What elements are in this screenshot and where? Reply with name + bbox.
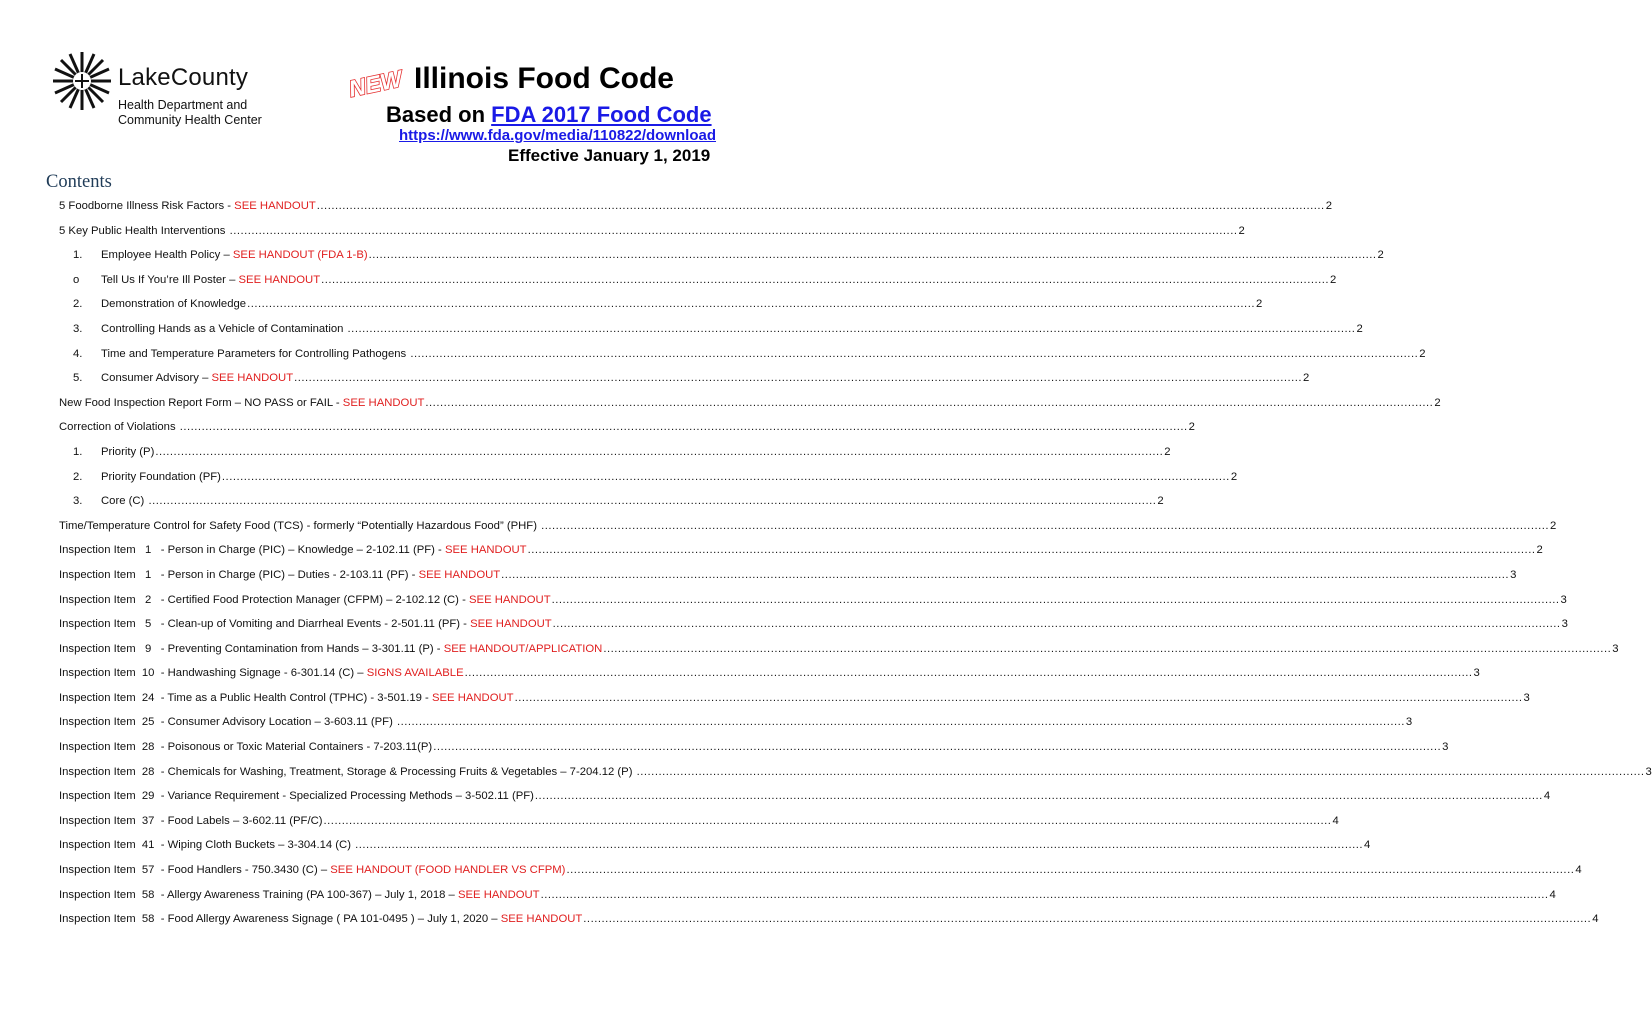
toc-entry[interactable] bbox=[59, 514, 1557, 539]
toc-page-number: 4 bbox=[1592, 913, 1599, 926]
toc-entry[interactable] bbox=[59, 735, 1449, 760]
toc-entry-number: 3. bbox=[73, 495, 83, 508]
toc-entry-text: Time and Temperature Parameters for Controlling Pathogens bbox=[101, 347, 410, 360]
toc-entry[interactable] bbox=[59, 809, 1339, 834]
toc-entry[interactable] bbox=[59, 661, 1480, 686]
toc-entry-title bbox=[59, 858, 565, 883]
toc-entry-text: Inspection Item 1 - Person in Charge (PIC) – Duties - 2-103.11 (PF) - bbox=[59, 568, 419, 581]
toc-entry-text: Inspection Item 9 - Preventing Contamination from Hands – 3-301.11 (P) - bbox=[59, 642, 444, 655]
toc-dot-leader bbox=[541, 514, 1549, 539]
logo-subtitle-line2: Community Health Center bbox=[118, 113, 262, 127]
new-badge bbox=[342, 64, 414, 102]
toc-entry-text: Consumer Advisory – bbox=[101, 372, 212, 385]
toc-entry-number: 3. bbox=[73, 322, 83, 335]
toc-page-number: 3 bbox=[1442, 741, 1449, 754]
toc-entry-note: SIGNS AVAILABLE bbox=[366, 667, 464, 680]
toc-entry-title bbox=[59, 391, 424, 416]
toc-entry[interactable] bbox=[59, 858, 1582, 883]
toc-dot-leader bbox=[410, 342, 1418, 367]
toc-page-number: 4 bbox=[1332, 814, 1339, 827]
toc-entry-title bbox=[59, 784, 534, 809]
toc-dot-leader bbox=[397, 710, 1405, 735]
toc-page-number: 3 bbox=[1645, 765, 1652, 778]
document-title: Illinois Food Code bbox=[414, 62, 674, 95]
toc-entry[interactable] bbox=[59, 563, 1517, 588]
lake-county-sunburst-icon bbox=[52, 50, 112, 112]
toc-dot-leader bbox=[535, 784, 1543, 809]
toc-entry-text: Inspection Item 58 - Allergy Awareness Training (PA 100-367) – July 1, 2018 – bbox=[59, 888, 458, 901]
toc-page-number: 2 bbox=[1255, 298, 1263, 311]
toc-entry-title bbox=[73, 342, 409, 367]
toc-page-number: 2 bbox=[1536, 544, 1543, 557]
toc-entry-text: Inspection Item 2 - Certified Food Protection Manager (CFPM) – 2-102.12 (C) - bbox=[59, 593, 469, 606]
toc-page-number: 2 bbox=[1330, 273, 1337, 286]
logo-subtitle-line1: Health Department and bbox=[118, 98, 248, 112]
toc-entry-number: 4. bbox=[73, 347, 83, 360]
toc-entry[interactable] bbox=[59, 292, 1263, 317]
toc-entry[interactable] bbox=[59, 243, 1384, 268]
toc-entry-text: Inspection Item 5 - Clean-up of Vomiting and Diarrheal Events - 2-501.11 (PF) - bbox=[59, 618, 471, 631]
toc-page-number: 2 bbox=[1230, 470, 1238, 483]
toc-entry-note: SEE HANDOUT (FOOD HANDLER VS CFPM) bbox=[330, 864, 566, 877]
toc-entry[interactable] bbox=[59, 342, 1426, 367]
toc-dot-leader bbox=[528, 538, 1536, 563]
toc-entry-text: Tell Us If You’re Ill Poster – bbox=[101, 273, 239, 286]
toc-entry[interactable] bbox=[59, 760, 1652, 785]
toc-entry-number: 2. bbox=[73, 298, 83, 311]
toc-dot-leader bbox=[425, 391, 1433, 416]
toc-dot-leader bbox=[294, 366, 1302, 391]
toc-entry-text: Correction of Violations bbox=[59, 421, 179, 434]
toc-page-number: 4 bbox=[1549, 888, 1556, 901]
toc-entry-title bbox=[73, 317, 347, 342]
lake-county-logo bbox=[52, 50, 282, 132]
contents-heading: Contents bbox=[46, 172, 112, 192]
toc-entry-text: New Food Inspection Report Form – NO PASS or FAIL - bbox=[59, 396, 343, 409]
toc-entry[interactable] bbox=[59, 538, 1543, 563]
toc-dot-leader bbox=[180, 415, 1188, 440]
toc-entry-text: 5 Foodborne Illness Risk Factors - bbox=[59, 200, 235, 212]
toc-dot-leader bbox=[541, 883, 1549, 908]
logo-name: LakeCounty bbox=[118, 64, 249, 91]
toc-entry-title bbox=[59, 563, 500, 588]
toc-entry-text: Priority (P) bbox=[101, 445, 155, 458]
toc-entry-title bbox=[59, 735, 432, 760]
toc-entry-note: SEE HANDOUT/APPLICATION bbox=[443, 642, 603, 655]
toc-entry-text: Inspection Item 28 - Poisonous or Toxic Material Containers - 7-203.11(P) bbox=[59, 741, 433, 754]
toc-entry-text: Inspection Item 1 - Person in Charge (PIC) – Knowledge – 2-102.11 (PF) - bbox=[59, 544, 445, 557]
toc-entry-title bbox=[73, 366, 293, 391]
toc-dot-leader bbox=[247, 292, 1255, 317]
toc-entry-number: 1. bbox=[73, 249, 83, 262]
toc-dot-leader bbox=[348, 317, 1356, 342]
toc-entry-title bbox=[59, 415, 179, 440]
toc-entry[interactable] bbox=[59, 588, 1567, 613]
toc-entry-text: Inspection Item 29 - Variance Requirement - Specialized Processing Methods – 3-502.11 (PF) bbox=[59, 790, 534, 803]
toc-entry-title bbox=[73, 292, 246, 317]
toc-entry-title bbox=[59, 661, 464, 686]
toc-entry-note: SEE HANDOUT bbox=[342, 396, 425, 409]
toc-page-number: 4 bbox=[1543, 790, 1551, 803]
toc-entry-title bbox=[59, 833, 354, 858]
toc-entry-title bbox=[59, 686, 514, 711]
toc-entry-text: Inspection Item 41 - Wiping Cloth Buckets – 3-304.14 (C) bbox=[59, 839, 355, 852]
toc-entry-text: 5 Key Public Health Interventions bbox=[59, 224, 229, 237]
toc-page-number: 4 bbox=[1364, 839, 1371, 852]
toc-dot-leader bbox=[355, 833, 1363, 858]
toc-entry-note: SEE HANDOUT bbox=[234, 200, 316, 212]
toc-entry[interactable] bbox=[59, 612, 1568, 637]
toc-entry-note: SEE HANDOUT bbox=[469, 593, 551, 606]
toc-entry[interactable] bbox=[59, 686, 1530, 711]
toc-entry[interactable] bbox=[59, 391, 1441, 416]
toc-dot-leader bbox=[501, 563, 1509, 588]
toc-entry[interactable] bbox=[59, 833, 1371, 858]
toc-dot-leader bbox=[515, 686, 1523, 711]
toc-entry[interactable] bbox=[59, 489, 1164, 514]
toc-page-number: 3 bbox=[1523, 691, 1530, 704]
toc-page-number: 2 bbox=[1157, 495, 1164, 508]
toc-dot-leader bbox=[465, 661, 1473, 686]
toc-entry-note: SEE HANDOUT (FDA 1-B) bbox=[232, 249, 368, 262]
toc-dot-leader bbox=[369, 243, 1377, 268]
toc-entry-note: SEE HANDOUT bbox=[500, 913, 583, 926]
toc-entry-title bbox=[59, 588, 551, 613]
toc-entry-note: SEE HANDOUT bbox=[470, 618, 552, 631]
toc-entry-note: SEE HANDOUT bbox=[238, 273, 321, 286]
toc-entry[interactable] bbox=[59, 415, 1195, 440]
toc-entry-title bbox=[59, 907, 582, 932]
toc-entry[interactable] bbox=[59, 440, 1171, 465]
toc-entry-note: SEE HANDOUT bbox=[444, 544, 527, 557]
toc-dot-leader bbox=[222, 465, 1230, 490]
toc-entry-note: SEE HANDOUT bbox=[457, 888, 540, 901]
toc-entry-title bbox=[59, 760, 636, 785]
toc-dot-leader bbox=[583, 907, 1591, 932]
toc-page-number: 3 bbox=[1560, 593, 1567, 606]
toc-entry[interactable] bbox=[59, 465, 1238, 490]
toc-dot-leader bbox=[433, 735, 1441, 760]
toc-entry-text: Inspection Item 57 - Food Handlers - 750.3430 (C) – bbox=[59, 864, 331, 877]
toc-entry[interactable] bbox=[59, 637, 1619, 662]
toc-entry-text: Demonstration of Knowledge bbox=[101, 298, 247, 311]
fda-food-code-link[interactable]: FDA 2017 Food Code bbox=[491, 102, 712, 127]
toc-entry-number: 1. bbox=[73, 445, 83, 458]
toc-page-number: 2 bbox=[1356, 322, 1363, 335]
toc-entry-text: Employee Health Policy – bbox=[101, 249, 233, 262]
toc-entry-text: Priority Foundation (PF) bbox=[101, 470, 221, 483]
toc-entry[interactable] bbox=[59, 883, 1556, 908]
toc-dot-leader bbox=[317, 194, 1325, 219]
toc-entry[interactable] bbox=[59, 784, 1551, 809]
table-of-contents bbox=[59, 194, 1652, 932]
toc-page-number: 2 bbox=[1434, 396, 1441, 409]
toc-entry-title bbox=[59, 710, 396, 735]
toc-entry[interactable] bbox=[59, 317, 1363, 342]
toc-entry-title bbox=[73, 465, 221, 490]
toc-entry-text: Controlling Hands as a Vehicle of Contamination bbox=[101, 322, 347, 335]
toc-entry[interactable] bbox=[59, 219, 1245, 244]
toc-page-number: 4 bbox=[1575, 864, 1582, 877]
toc-page-number: 3 bbox=[1561, 618, 1568, 631]
new-badge-text: NEW bbox=[346, 65, 405, 102]
toc-page-number: 3 bbox=[1405, 716, 1413, 729]
subtitle-prefix: Based on bbox=[386, 102, 492, 127]
toc-entry-note: SEE HANDOUT bbox=[431, 691, 514, 704]
toc-entry-note: SEE HANDOUT bbox=[418, 568, 501, 581]
toc-dot-leader bbox=[148, 489, 1156, 514]
toc-page-number: 2 bbox=[1550, 519, 1557, 532]
toc-entry-title bbox=[59, 194, 316, 219]
toc-entry-number: o bbox=[73, 273, 80, 286]
toc-page-number: 2 bbox=[1303, 372, 1310, 385]
toc-page-number: 2 bbox=[1325, 200, 1332, 212]
toc-page-number: 2 bbox=[1238, 224, 1245, 237]
fda-download-url-link[interactable]: https://www.fda.gov/media/110822/download bbox=[399, 127, 717, 144]
toc-entry-note: SEE HANDOUT bbox=[211, 372, 294, 385]
toc-entry-title bbox=[59, 538, 527, 563]
document-subtitle bbox=[386, 102, 712, 128]
toc-entry-number: 2. bbox=[73, 470, 83, 483]
toc-entry-title bbox=[59, 514, 540, 539]
effective-date: Effective January 1, 2019 bbox=[508, 146, 711, 165]
logo-subtitle bbox=[118, 98, 262, 128]
toc-dot-leader bbox=[566, 858, 1574, 883]
toc-dot-leader bbox=[155, 440, 1163, 465]
toc-entry[interactable] bbox=[59, 907, 1599, 932]
toc-entry[interactable] bbox=[59, 268, 1337, 293]
toc-entry[interactable] bbox=[59, 194, 1332, 219]
toc-dot-leader bbox=[230, 219, 1238, 244]
toc-page-number: 2 bbox=[1164, 445, 1171, 458]
toc-entry-text: Inspection Item 10 - Handwashing Signage - 6-301.14 (C) – bbox=[59, 667, 367, 680]
toc-page-number: 2 bbox=[1377, 249, 1384, 262]
toc-page-number: 3 bbox=[1510, 568, 1517, 581]
toc-page-number: 3 bbox=[1473, 667, 1480, 680]
toc-entry[interactable] bbox=[59, 366, 1310, 391]
toc-entry-title bbox=[73, 489, 147, 514]
toc-entry-number: 5. bbox=[73, 372, 83, 385]
toc-page-number: 2 bbox=[1419, 347, 1426, 360]
toc-entry-title bbox=[59, 612, 552, 637]
toc-dot-leader bbox=[321, 268, 1329, 293]
toc-dot-leader bbox=[324, 809, 1332, 834]
toc-entry-title bbox=[59, 219, 229, 244]
toc-entry-text: Core (C) bbox=[101, 495, 148, 508]
toc-entry-title bbox=[59, 883, 540, 908]
toc-entry-title bbox=[73, 243, 368, 268]
toc-dot-leader bbox=[552, 588, 1560, 613]
toc-dot-leader bbox=[603, 637, 1611, 662]
toc-entry-text: Inspection Item 24 - Time as a Public Health Control (TPHC) - 3-501.19 - bbox=[59, 691, 432, 704]
toc-page-number: 2 bbox=[1188, 421, 1195, 434]
toc-entry-text: Time/Temperature Control for Safety Food (TCS) - formerly “Potentially Hazardous Food” (PHF) bbox=[59, 519, 541, 532]
toc-entry-text: Inspection Item 28 - Chemicals for Washing, Treatment, Storage & Processing Fruits & Vegetables – 7-204.12 (P) bbox=[59, 765, 636, 778]
toc-entry-title bbox=[73, 440, 154, 465]
toc-entry-title bbox=[59, 637, 602, 662]
toc-dot-leader bbox=[637, 760, 1645, 785]
toc-entry-text: Inspection Item 58 - Food Allergy Awareness Signage ( PA 101-0495 ) – July 1, 2020 – bbox=[59, 913, 501, 926]
toc-dot-leader bbox=[553, 612, 1561, 637]
toc-entry[interactable] bbox=[59, 710, 1413, 735]
toc-entry-text: Inspection Item 37 - Food Labels – 3-602.11 (PF/C) bbox=[59, 814, 323, 827]
toc-entry-text: Inspection Item 25 - Consumer Advisory Location – 3-603.11 (PF) bbox=[59, 716, 396, 729]
toc-page-number: 3 bbox=[1612, 642, 1619, 655]
toc-entry-title bbox=[59, 809, 323, 834]
toc-entry-title bbox=[73, 268, 320, 293]
